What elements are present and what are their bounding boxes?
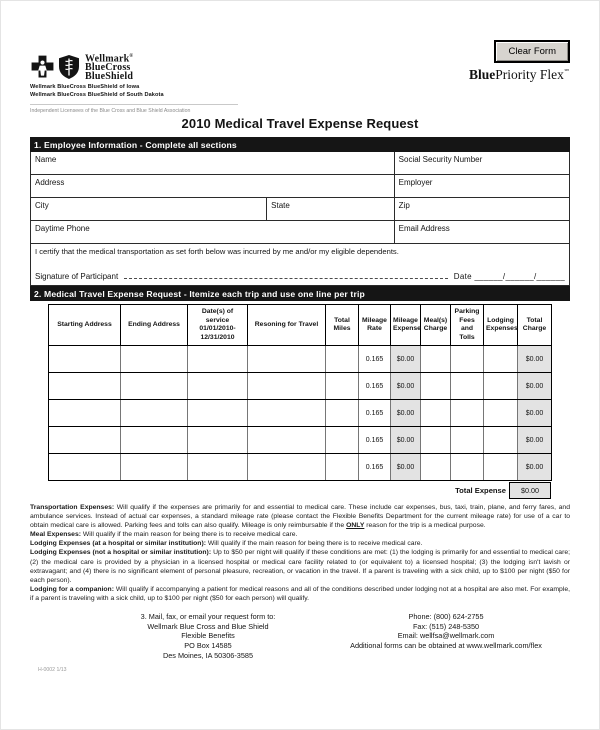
wellmark-logotype: Wellmark® BlueCross BlueShield bbox=[85, 53, 134, 83]
mileage-expense-cell: $0.00 bbox=[391, 346, 421, 373]
mileage-expense-cell: $0.00 bbox=[391, 427, 421, 454]
table-row bbox=[49, 346, 552, 373]
total-charge-cell: $0.00 bbox=[518, 346, 552, 373]
certification-box bbox=[31, 244, 569, 285]
table-row bbox=[49, 373, 552, 400]
mileage-rate-cell: 0.165 bbox=[359, 346, 391, 373]
lodging-expenses-cell[interactable] bbox=[484, 427, 518, 454]
ssn-label: Social Security Number bbox=[398, 155, 483, 165]
address-line: Des Moines, IA 50306-3585 bbox=[162, 651, 254, 661]
state-field[interactable] bbox=[267, 198, 395, 221]
col-ending-address: Ending Address bbox=[121, 305, 188, 346]
col-starting-address: Starting Address bbox=[49, 305, 121, 346]
col-date-of-service: Date(s) of service 01/01/2010- 12/31/2010 bbox=[188, 305, 248, 346]
fax-line: Fax: (515) 248-5350 bbox=[412, 621, 480, 631]
signature-label: Signature of Participant bbox=[35, 272, 119, 282]
blue-cross-icon bbox=[30, 54, 55, 79]
contact-block bbox=[328, 612, 564, 661]
meals-charge-cell[interactable] bbox=[421, 346, 451, 373]
date-of-service-cell[interactable] bbox=[188, 373, 248, 400]
col-mileage-rate: Mileage Rate bbox=[359, 305, 391, 346]
licensee-line: Independent Licensees of the Blue Cross and Blue Shield Association bbox=[30, 104, 238, 114]
lodging-expenses-cell[interactable] bbox=[484, 373, 518, 400]
reason-cell[interactable] bbox=[248, 427, 326, 454]
total-expense-row bbox=[48, 482, 551, 499]
lodging-expenses-cell[interactable] bbox=[484, 454, 518, 481]
section2-header-bar: 2. Medical Travel Expense Request - Itemize each trip and use one line per trip bbox=[30, 286, 570, 301]
date-of-service-cell[interactable] bbox=[188, 427, 248, 454]
blue-priority-flex-wordmark: BluePriority Flex℠ bbox=[468, 67, 570, 82]
reason-cell[interactable] bbox=[248, 346, 326, 373]
address-field[interactable] bbox=[31, 175, 395, 198]
reason-cell[interactable] bbox=[248, 373, 326, 400]
ssn-field[interactable] bbox=[395, 152, 569, 175]
blue-shield-icon bbox=[57, 54, 81, 80]
page-title: 2010 Medical Travel Expense Request bbox=[181, 116, 419, 132]
lodging-expenses-cell[interactable] bbox=[484, 346, 518, 373]
mailing-address-block bbox=[88, 612, 328, 661]
starting-address-cell[interactable] bbox=[49, 346, 121, 373]
meals-charge-cell[interactable] bbox=[421, 427, 451, 454]
email-label: Email Address bbox=[398, 224, 450, 234]
email-field[interactable] bbox=[395, 221, 569, 244]
daytime-phone-field[interactable] bbox=[31, 221, 395, 244]
total-miles-cell[interactable] bbox=[326, 454, 359, 481]
total-miles-cell[interactable] bbox=[326, 346, 359, 373]
date-of-service-cell[interactable] bbox=[188, 454, 248, 481]
ending-address-cell[interactable] bbox=[121, 346, 188, 373]
ending-address-cell[interactable] bbox=[121, 373, 188, 400]
employer-field[interactable] bbox=[395, 175, 569, 198]
total-charge-cell: $0.00 bbox=[518, 373, 552, 400]
date-label: Date bbox=[453, 272, 472, 282]
total-miles-cell[interactable] bbox=[326, 373, 359, 400]
total-charge-cell: $0.00 bbox=[518, 427, 552, 454]
total-expense-label: Total Expense bbox=[455, 486, 506, 496]
mileage-expense-cell: $0.00 bbox=[391, 454, 421, 481]
parking-fees-cell[interactable] bbox=[451, 373, 484, 400]
table-row bbox=[49, 400, 552, 427]
total-miles-cell[interactable] bbox=[326, 427, 359, 454]
date-of-service-cell[interactable] bbox=[188, 346, 248, 373]
parking-fees-cell[interactable] bbox=[451, 346, 484, 373]
city-label: City bbox=[35, 201, 49, 211]
mileage-rate-cell: 0.165 bbox=[359, 373, 391, 400]
date-blanks[interactable]: ______/______/______ bbox=[474, 272, 565, 282]
note-lodging-hospital: Lodging Expenses (at a hospital or similar institution): Will qualify if the main reason for being there is to receive medical care. bbox=[30, 540, 423, 548]
mileage-rate-cell: 0.165 bbox=[359, 400, 391, 427]
table-header-row bbox=[49, 305, 552, 346]
lodging-expenses-cell[interactable] bbox=[484, 400, 518, 427]
starting-address-cell[interactable] bbox=[49, 454, 121, 481]
col-meals-charge: Meal(s) Charge bbox=[421, 305, 451, 346]
signature-line[interactable] bbox=[124, 268, 448, 279]
address-line: Flexible Benefits bbox=[181, 631, 235, 641]
col-parking-fees-tolls: Parking Fees and Tolls bbox=[451, 305, 484, 346]
ending-address-cell[interactable] bbox=[121, 454, 188, 481]
mileage-expense-cell: $0.00 bbox=[391, 400, 421, 427]
qualification-notes bbox=[30, 503, 570, 602]
parking-fees-cell[interactable] bbox=[451, 427, 484, 454]
starting-address-cell[interactable] bbox=[49, 400, 121, 427]
col-mileage-expense: Mileage Expense bbox=[391, 305, 421, 346]
address-line: PO Box 14585 bbox=[184, 641, 232, 651]
mileage-expense-cell: $0.00 bbox=[391, 373, 421, 400]
name-field[interactable] bbox=[31, 152, 395, 175]
zip-label: Zip bbox=[398, 201, 410, 211]
starting-address-cell[interactable] bbox=[49, 427, 121, 454]
total-charge-cell: $0.00 bbox=[518, 400, 552, 427]
trip-expense-table bbox=[48, 304, 552, 481]
table-row bbox=[49, 454, 552, 481]
reason-cell[interactable] bbox=[248, 400, 326, 427]
daytime-phone-label: Daytime Phone bbox=[35, 224, 90, 234]
table-row bbox=[49, 427, 552, 454]
zip-field[interactable] bbox=[395, 198, 569, 221]
ending-address-cell[interactable] bbox=[121, 427, 188, 454]
address-label: Address bbox=[35, 178, 65, 188]
service-mark: ℠ bbox=[563, 69, 570, 76]
footer bbox=[30, 612, 570, 661]
mileage-rate-cell: 0.165 bbox=[359, 454, 391, 481]
note-lodging-companion: Lodging for a companion: Will qualify if accompanying a patient for medical reasons and all of the conditions described under lodging not at a hospital are also met. For example, if a parent is traveling with a sick child, up to $100 per night ($50 for each person) will qualify. bbox=[30, 585, 570, 602]
logo-subline-south-dakota: Wellmark BlueCross BlueShield of South Dakota bbox=[30, 91, 164, 98]
registered-mark: ® bbox=[129, 54, 134, 59]
mail-heading: 3. Mail, fax, or email your request form to: bbox=[140, 611, 276, 621]
col-reason-for-travel: Resoning for Travel bbox=[248, 305, 326, 346]
clear-form-button[interactable]: Clear Form bbox=[494, 40, 570, 63]
additional-forms-line: Additional forms can be obtained at www.wellmark.com/flex bbox=[350, 641, 542, 651]
state-label: State bbox=[271, 201, 290, 211]
meals-charge-cell[interactable] bbox=[421, 400, 451, 427]
meals-charge-cell[interactable] bbox=[421, 373, 451, 400]
name-label: Name bbox=[35, 155, 57, 165]
col-lodging-expenses: Lodging Expenses bbox=[484, 305, 518, 346]
employee-info-grid bbox=[30, 152, 570, 286]
certification-statement: I certify that the medical transportation as set forth below was incurred by me and/or my eligible dependents. bbox=[35, 247, 399, 257]
col-total-charge: Total Charge bbox=[518, 305, 552, 346]
total-miles-cell[interactable] bbox=[326, 400, 359, 427]
logo-subline-iowa: Wellmark BlueCross BlueShield of Iowa bbox=[30, 84, 140, 91]
form-number: H-0002 1/13 bbox=[38, 666, 67, 673]
address-line: Wellmark Blue Cross and Blue Shield bbox=[147, 621, 269, 631]
starting-address-cell[interactable] bbox=[49, 373, 121, 400]
mileage-rate-cell: 0.165 bbox=[359, 427, 391, 454]
note-meals: Meal Expenses: Will qualify if the main reason for being there is to receive medical care. bbox=[30, 531, 298, 539]
col-total-miles: Total Miles bbox=[326, 305, 359, 346]
meals-charge-cell[interactable] bbox=[421, 454, 451, 481]
phone-line: Phone: (800) 624-2755 bbox=[408, 611, 484, 621]
parking-fees-cell[interactable] bbox=[451, 400, 484, 427]
total-expense-value: $0.00 bbox=[509, 482, 551, 499]
section1-header-bar: 1. Employee Information - Complete all sections bbox=[30, 137, 570, 152]
header bbox=[30, 0, 570, 114]
logo-block bbox=[30, 40, 238, 114]
city-field[interactable] bbox=[31, 198, 267, 221]
parking-fees-cell[interactable] bbox=[451, 454, 484, 481]
date-of-service-cell[interactable] bbox=[188, 400, 248, 427]
email-line: Email: wellfsa@wellmark.com bbox=[397, 631, 495, 641]
note-lodging-not-hospital: Lodging Expenses (not a hospital or similar institution): Up to $50 per night will qualify if these conditions are met: (1) the lodging is primarily for and essential to medical care; (2) the medical care is provided by a physician in a licensed hospital or medical care facility related to (or equivalent to) a licensed hospital; (3) the lodging isn't lavish or extravagant; and (4) there is no significant element of personal pleasure, recreation, or vacation in the travel. If a parent is traveling with a sick child, up to $100 per night ($50 for each person). bbox=[30, 549, 570, 584]
note-transportation: Transportation Expenses: Will qualify if the expenses are primarily for and essential to medical care. These include car expenses, bus, taxi, train, plane, and ferry fares, and ambulance services. Instead of actual car expenses, a standard mileage rate (please contact the Flexible Benefits Department for the current mileage rate) for use of a car to obtain medical care is allowed. Parking fees and tolls can also qualify. Mileage is only reimbursable if the ONLY reason for the trip is a medical purpose. bbox=[30, 504, 570, 530]
reason-cell[interactable] bbox=[248, 454, 326, 481]
total-charge-cell: $0.00 bbox=[518, 454, 552, 481]
ending-address-cell[interactable] bbox=[121, 400, 188, 427]
employer-label: Employer bbox=[398, 178, 433, 188]
